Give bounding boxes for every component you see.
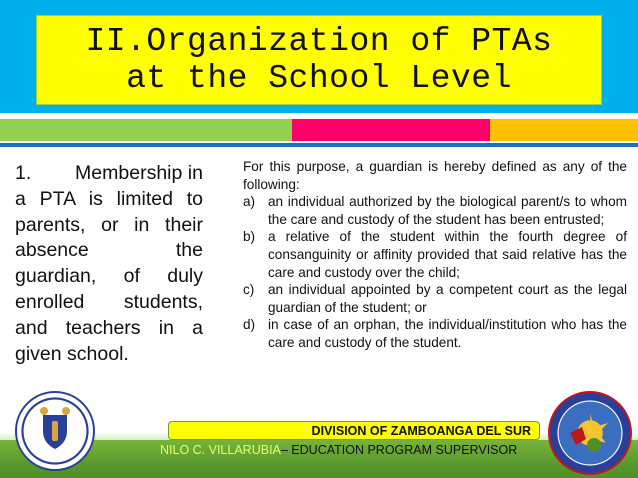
slide-title-line-1: II.Organization of PTAs <box>85 23 553 60</box>
stripe-pink <box>292 119 490 141</box>
guardian-definition <box>243 158 627 352</box>
list-marker: d) <box>243 317 256 333</box>
supervisor-title: – EDUCATION PROGRAM SUPERVISOR <box>280 443 518 457</box>
supervisor-line <box>160 442 540 458</box>
list-item <box>243 281 627 316</box>
list-marker: c) <box>243 282 255 298</box>
list-item <box>243 193 627 228</box>
stripe-green <box>0 119 292 141</box>
list-item <box>243 316 627 351</box>
supervisor-name: NILO C. VILLARUBIA <box>160 443 281 457</box>
list-marker: b) <box>243 229 256 245</box>
slide-title-box <box>36 15 602 105</box>
list-marker: a) <box>243 194 256 210</box>
divider-line <box>0 143 638 147</box>
list-text: an individual appointed by a competent court as the legal guardian of the student; or <box>268 282 627 315</box>
list-text: an individual authorized by the biological parent/s to whom the care and custody of the student has been entrusted; <box>268 194 627 227</box>
list-text: in case of an orphan, the individual/institution who has the care and custody of the student. <box>268 317 627 350</box>
stripe-orange <box>490 119 638 141</box>
definition-list <box>243 193 627 351</box>
list-item <box>243 228 627 281</box>
list-text: a relative of the student within the fourth degree of consanguinity or affinity provided that said relative has the care and custody over the child; <box>268 229 627 280</box>
definition-intro: For this purpose, a guardian is hereby defined as any of the following: <box>243 159 627 192</box>
color-stripes <box>0 119 638 141</box>
division-banner: DIVISION OF ZAMBOANGA DEL SUR <box>168 421 540 440</box>
membership-paragraph: 1. Membership in a PTA is limited to parents, or in their absence the guardian, of duly enrolled students, and teachers in a given school. <box>15 162 203 365</box>
deped-seal-icon <box>15 391 95 471</box>
slide-title-line-2: at the School Level <box>126 60 512 97</box>
division-seal-icon <box>548 391 632 475</box>
header-band <box>0 0 638 113</box>
